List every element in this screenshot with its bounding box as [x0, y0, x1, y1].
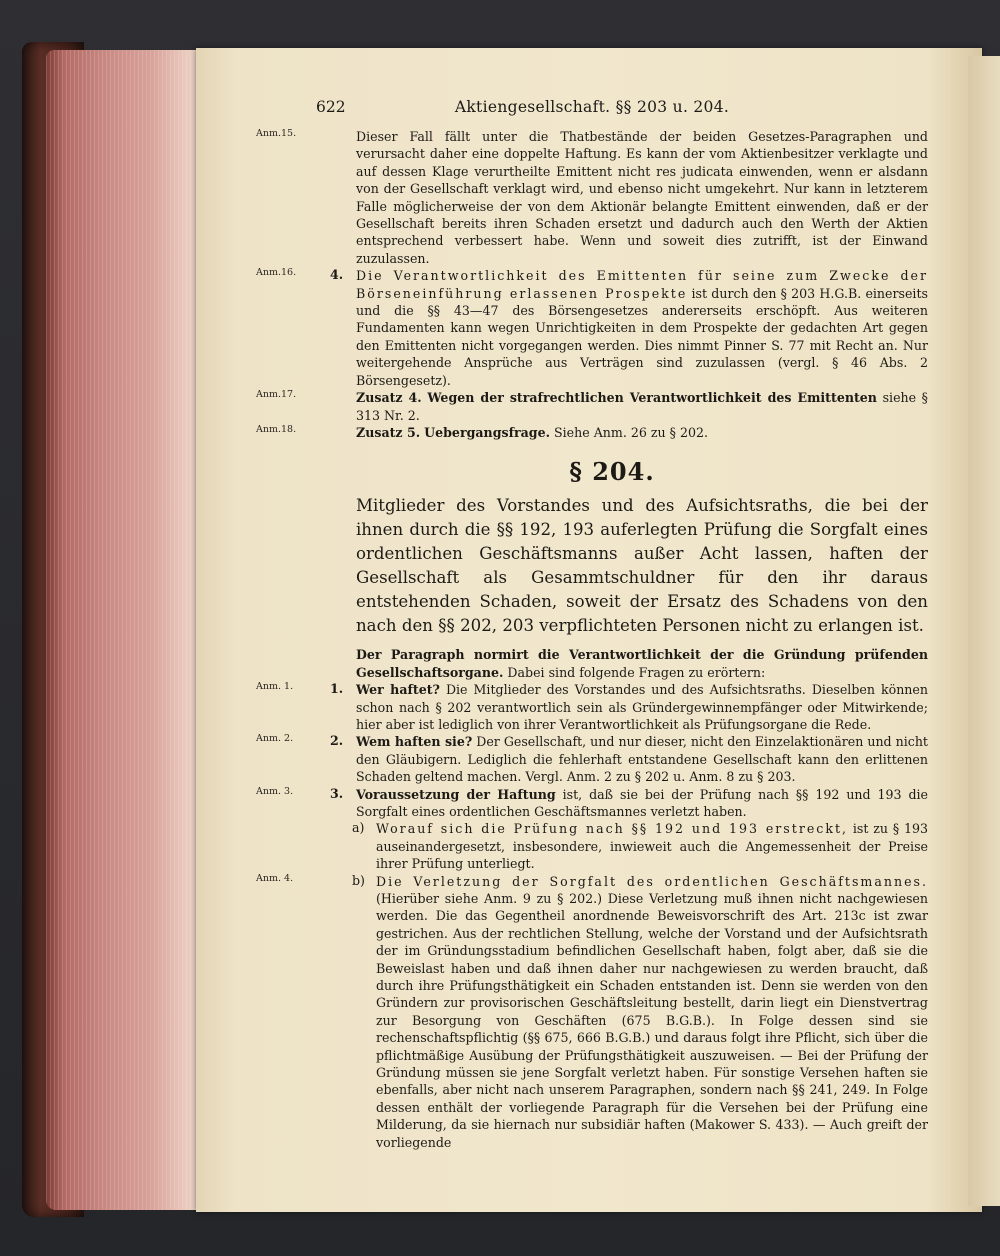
- item-number: 2.: [330, 733, 344, 749]
- page-content: [256, 98, 928, 1151]
- page-edges: [46, 50, 198, 1210]
- paragraph-text: ist, daß sie bei der Prüfung nach §§ 192 und 193 die Sorgfalt eines ordentlichen Geschäftsmannes verletzt haben.: [356, 786, 929, 819]
- item-number: a): [352, 820, 365, 836]
- margin-note: Anm.15.: [256, 128, 297, 139]
- page-number: 622: [316, 98, 346, 116]
- paragraph-text: ist durch den § 203 H.G.B. einerseits und die §§ 43—47 des Börsengesetzes andererseits erschöpft. Aus weiteren Fundamenten kann wegen Unrichtigkeiten in dem Prospekte der gedachten Art gegen den Emittenten nicht vorgegangen werden. Dies nimmt Pinner S. 77 mit Recht an. Nur weitergehende Ansprüche aus Verträgen sind zuzulassen (vergl. § 46 Abs. 2 Börsengesetz).: [356, 285, 928, 388]
- item-2: [256, 733, 928, 785]
- paragraph-body: [356, 681, 928, 733]
- item-number: 1.: [330, 681, 344, 697]
- margin-note: Anm.17.: [256, 389, 297, 401]
- paragraph-text: Der Gesellschaft, und nur dieser, nicht den Einzelaktionären und nicht den Gläubigern. Lediglich die fehlerhaft entstandene Gesellschaft kann den erlittenen Schaden geltend machen. Vergl. Anm. 2 zu § 202 u. Anm. 8 zu § 203.: [356, 734, 928, 785]
- paragraph-body: [376, 820, 928, 872]
- paragraph-anm16: [256, 267, 928, 389]
- margin-note: Anm. 3.: [256, 785, 294, 797]
- paragraph-text: (Hierüber siehe Anm. 9 zu § 202.) Diese Verletzung muß ihnen nicht nachgewiesen werden. Die das Gegentheil anordnende Beweisvorschrift des Art. 213c ist zwar gestrichen. Aus der rechtlichen Stellung, welche der Vorstand und der Aufsichtsrath der im Gründungsstadium befindlichen Gesellschaft haben, folgt aber, daß sie die Beweislast haben und daß ihnen daher nur nachgewiesen zu werden braucht, daß durch ihre Prüfungsthätigkeit ein Schaden entstanden ist. Denn sie werden von den Gründern zur provisorischen Geschäftsleitung bestellt, darin liegt ein Dienstvertrag zur Besorgung von Geschäften (675 B.G.B.). In Folge dessen sind sie rechenschaftspflichtig (§§ 675, 666 B.G.B.) und daraus folgt ihre Pflicht, sich über die pflichtmäßige Ausübung der Prüfungsthätigkeit auszuweisen. — Bei der Prüfung der Gründung müssen sie jene Sorgfalt verletzt haben. Für sonstige Versehen haften sie ebenfalls, aber nicht nach unserem Paragraphen, sondern nach §§ 241, 249. In Folge dessen enthält der vorliegende Paragraph für die Versehen bei der Prüfung eine Milderung, da sie hiernach nur subsidiär haften (Makower S. 433). — Auch greift der vorliegende: [376, 891, 928, 1150]
- zusatz-label: Zusatz 4.: [356, 390, 422, 406]
- paragraph-body: [356, 786, 928, 821]
- bold-lead: Uebergangsfrage.: [424, 424, 551, 440]
- paragraph-text: siehe § 313 Nr. 2.: [356, 390, 928, 423]
- item-number: 3.: [330, 785, 344, 801]
- paragraph-anm17: [256, 389, 928, 424]
- bold-lead: Wem haften sie?: [356, 734, 473, 750]
- paragraph-text: ist zu § 193 auseinandergesetzt, insbesondere, inwieweit auch die Angemessenheit der Preise ihrer Prüfung unterliegt.: [376, 821, 928, 872]
- bold-lead: Wer haftet?: [356, 682, 440, 698]
- next-page-strip: [968, 56, 1000, 1206]
- paragraph-body: [356, 733, 928, 785]
- item-number: b): [352, 872, 365, 888]
- paragraph-text: Die Mitglieder des Vorstandes und des Aufsichtsraths. Dieselben können schon nach § 202 verantwortlich sein als Gründergewinnempfänger oder Mitwirkende; hier aber ist lediglich von ihrer Verantwortlichkeit als Prüfungsorgane die Rede.: [356, 682, 928, 732]
- margin-note: Anm.18.: [256, 423, 297, 435]
- bold-lead: Der Paragraph normirt die Verantwortlichkeit der die Gründung prüfenden Gesellschaftsorgane.: [356, 647, 928, 680]
- margin-note: Anm. 2.: [256, 733, 294, 745]
- margin-note: Anm. 4.: [256, 872, 294, 884]
- zusatz-label: Zusatz 5.: [356, 424, 421, 440]
- item-number: 4.: [330, 267, 344, 283]
- spaced-lead: Die Verantwortlichkeit des Emittenten für seine zum Zwecke der Börseneinführung erlassenen Prospekte: [356, 268, 928, 301]
- paragraph-text: Dabei sind folgende Fragen zu erörtern:: [507, 664, 766, 680]
- spaced-lead: Die Verletzung der Sorgfalt des ordentlichen Geschäftsmannes.: [376, 873, 928, 889]
- running-header: [256, 98, 928, 128]
- spaced-lead: Worauf sich die Prüfung nach §§ 192 und 193 erstreckt,: [376, 821, 849, 837]
- bold-lead: Voraussetzung der Haftung: [356, 786, 556, 802]
- paragraph-body: [356, 267, 928, 389]
- paragraph-body: [356, 389, 928, 424]
- paragraph-text: Dieser Fall fällt unter die Thatbestände der beiden Gesetzes-Paragraphen und verursacht daher eine doppelte Haftung. Es kann der vom Aktienbesitzer verklagte und auf dessen Klage verurtheilte Emittent nicht res judicata einwenden, wenn er alsdann von der Gesellschaft verklagt wird, und ebenso nicht umgekehrt. Nur kann in letzterem Falle möglicherweise der von dem Aktionär belangte Emittent einwenden, daß er der Gesellschaft bereits ihren Schaden ersetzt und dadurch auch den Werth der Aktien entsprechend verbessert habe. Wenn und soweit dies zutrifft, ist der Einwand zuzulassen.: [356, 129, 928, 266]
- bold-lead: Wegen der strafrechtlichen Verantwortlichkeit des Emittenten: [427, 390, 877, 406]
- paragraph-anm18: [256, 424, 928, 441]
- item-3: [256, 786, 928, 821]
- margin-note: Anm. 1.: [256, 681, 294, 693]
- margin-note: Anm.16.: [256, 267, 297, 279]
- paragraph-text: Siehe Anm. 26 zu § 202.: [554, 424, 708, 440]
- item-1: [256, 681, 928, 733]
- item-3a: [256, 820, 928, 872]
- paragraph-anm15: [256, 128, 928, 267]
- section-heading: § 204.: [569, 457, 655, 487]
- intro-paragraph: [256, 646, 928, 681]
- law-text: Mitglieder des Vorstandes und des Aufsichtsraths, die bei der ihnen durch die §§ 192, 193 auferlegten Prüfung die Sorgfalt eines ordentlichen Geschäftsmanns außer Acht lassen, haften der Gesellschaft als Gesammtschuldner für den ihr daraus entstehenden Schaden, soweit der Ersatz des Schadens von den nach den §§ 202, 203 verpflichteten Personen nicht zu erlangen ist.: [356, 496, 928, 636]
- running-title: Aktiengesellschaft. §§ 203 u. 204.: [454, 98, 730, 116]
- paragraph-body: [376, 873, 928, 1152]
- item-3b: [256, 873, 928, 1152]
- paragraph-body: [356, 424, 928, 441]
